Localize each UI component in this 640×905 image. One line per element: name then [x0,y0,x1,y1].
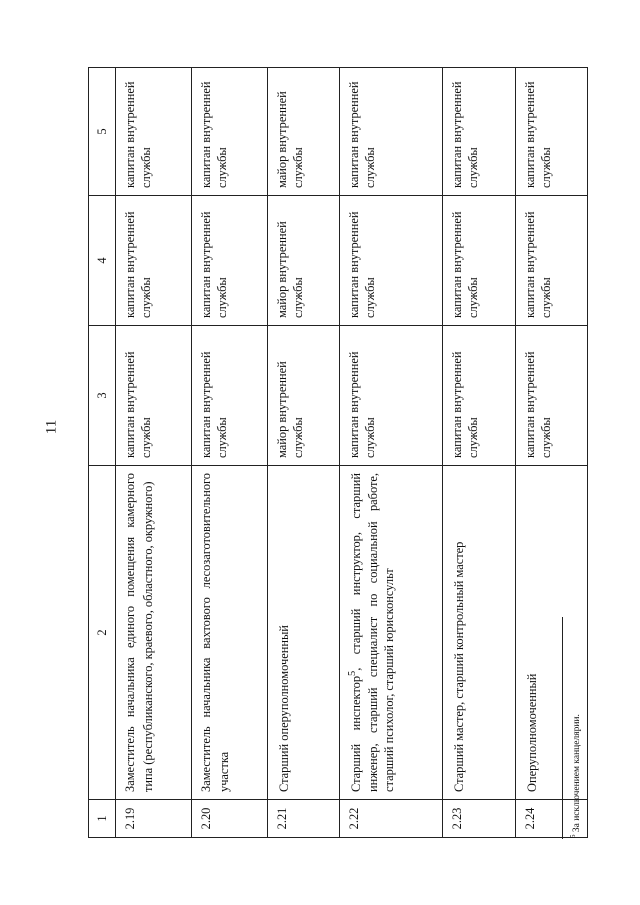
rank-col5: майор внутренней службы [267,68,339,196]
position-text: Старший мастер, старший контрольный мастер [452,541,467,792]
position-text: Заместитель начальника вахтового лесозаготовительного участка [198,473,232,792]
row-number: 2.24 [515,800,587,838]
rank-col4: капитан внутренней службы [340,196,443,326]
rank-col5: капитан внутренней службы [116,68,192,196]
column-header: 1 [89,800,116,838]
rank-col4: капитан внутренней службы [515,196,587,326]
row-number: 2.22 [340,800,443,838]
rank-col3: капитан внутренней службы [116,326,192,466]
rank-col4: майор внутренней службы [267,196,339,326]
row-number: 2.21 [267,800,339,838]
rank-col3: капитан внутренней службы [515,326,587,466]
rank-col5: капитан внутренней службы [340,68,443,196]
footnote-ref: 5 [347,670,359,676]
position-text: Старший оперуполномоченный [277,625,291,792]
rank-col3: капитан внутренней службы [191,326,267,466]
position-text-rest: , старший инструктор, старший инженер, старший специалист по социальной работе, старший психолог, старший юрисконсульт [349,473,396,792]
rank-col4: капитан внутренней службы [191,196,267,326]
rank-col5: капитан внутренней службы [515,68,587,196]
position-title [116,466,192,800]
footnote-separator [562,617,563,839]
row-number: 2.23 [443,800,515,838]
column-header: 4 [89,196,116,326]
column-header: 5 [89,68,116,196]
rank-col5: капитан внутренней службы [443,68,515,196]
row-number: 2.20 [191,800,267,838]
table-row [340,68,443,838]
position-text: Старший инспектор [349,675,364,792]
rotated-table-container [88,68,588,838]
table-row [116,68,192,838]
position-title [340,466,443,800]
rank-col4: капитан внутренней службы [443,196,515,326]
position-title [191,466,267,800]
table-header-row [89,68,116,838]
column-header: 2 [89,466,116,800]
footnote [570,598,583,838]
rank-col3: капитан внутренней службы [443,326,515,466]
table-row [267,68,339,838]
page-number: 11 [43,419,60,435]
position-title [443,466,515,800]
column-header: 3 [89,326,116,466]
rank-col3: капитан внутренней службы [340,326,443,466]
rank-col3: майор внутренней службы [267,326,339,466]
table-row [191,68,267,838]
rank-col4: капитан внутренней службы [116,196,192,326]
position-text: Заместитель начальника единого помещения камерного типа (республиканского, краевого, областного, окружного) [123,473,156,792]
position-text: Оперуполномоченный [524,673,539,792]
table-row [443,68,515,838]
rank-col5: капитан внутренней службы [191,68,267,196]
row-number: 2.19 [116,800,192,838]
footnote-marker: 5 [569,834,577,838]
position-title [267,466,339,800]
footnote-text: За исключением канцелярии. [572,714,583,833]
ranks-table [88,67,588,838]
